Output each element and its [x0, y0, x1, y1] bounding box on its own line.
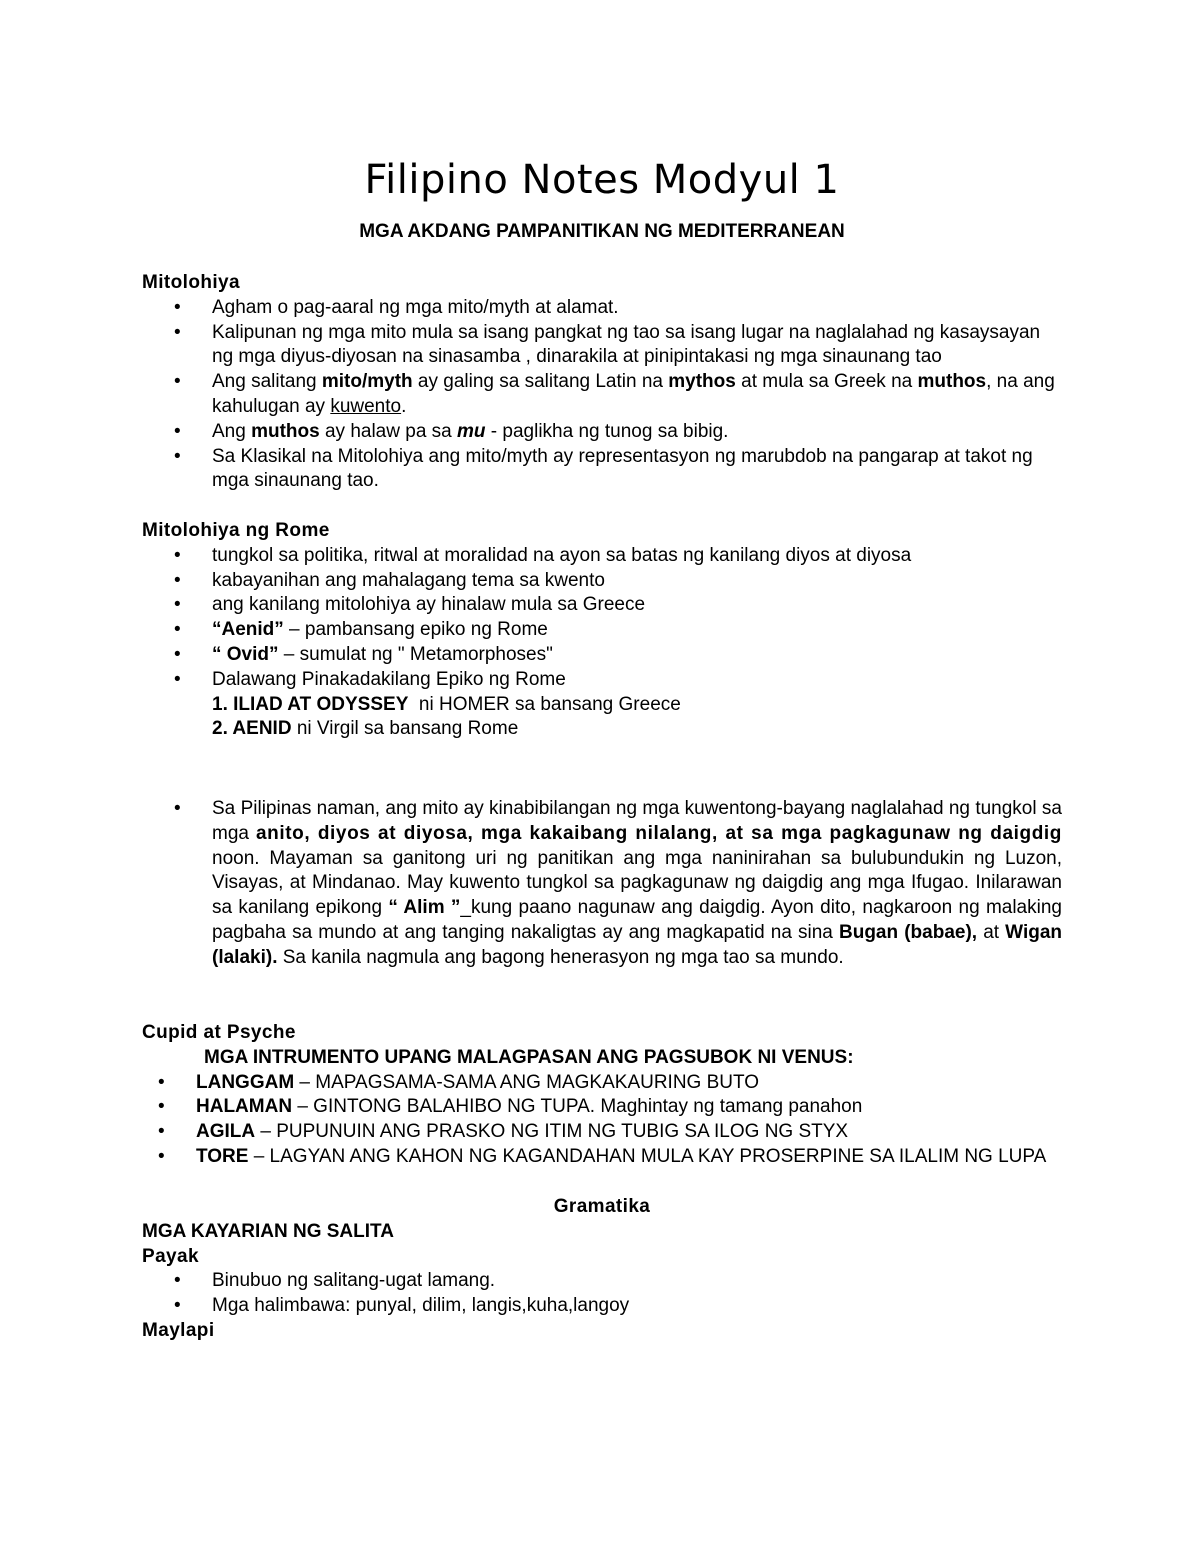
cupid-subheading: MGA INTRUMENTO UPANG MALAGPASAN ANG PAGSUBOK NI VENUS: — [204, 1046, 854, 1068]
section-rome — [142, 519, 1062, 742]
heading-cupid: Cupid at Psyche — [142, 1022, 296, 1043]
bullet-icon: • — [174, 1270, 181, 1292]
bullet-icon: • — [158, 1096, 165, 1118]
bullet-icon: • — [174, 594, 181, 616]
list-item: • HALAMAN – GINTONG BALAHIBO NG TUPA. Maghintay ng tamang panahon — [142, 1095, 1062, 1120]
list-item: • Agham o pag-aaral ng mga mito/myth at alamat. — [142, 296, 1062, 321]
epic-item-2: 2. AENID ni Virgil sa bansang Rome — [212, 718, 519, 740]
list-item: • TORE – LAGYAN ANG KAHON NG KAGANDAHAN MULA KAY PROSERPINE SA ILALIM NG LUPA — [142, 1145, 1062, 1170]
heading-rome: Mitolohiya ng Rome — [142, 520, 330, 541]
list-item: • “ Ovid” – sumulat ng " Metamorphoses" — [142, 643, 1062, 668]
payak-list — [142, 1269, 1062, 1319]
bullet-icon: • — [158, 1071, 165, 1093]
heading-mitolohiya: Mitolohiya — [142, 272, 240, 293]
bullet-icon: • — [174, 445, 181, 467]
bullet-icon: • — [174, 371, 181, 393]
list-item: • Kalipunan ng mga mito mula sa isang pangkat ng tao sa isang lugar na naglalahad ng kasaysayan ng mga diyus-diyosan na sinasamba , dinarakila at pinipintakasi ng mga sinaunang tao — [174, 321, 1041, 368]
rome-list — [142, 544, 1062, 693]
list-item: • ang kanilang mitolohiya ay hinalaw mula sa Greece — [142, 593, 1062, 618]
document-subtitle: MGA AKDANG PAMPANITIKAN NG MEDITERRANEAN — [359, 221, 845, 242]
bullet-icon: • — [174, 1295, 181, 1317]
heading-kayarian: MGA KAYARIAN NG SALITA — [142, 1220, 394, 1242]
heading-maylapi: Maylapi — [142, 1319, 215, 1341]
list-item: • AGILA – PUPUNUIN ANG PRASKO NG ITIM NG TUBIG SA ILOG NG STYX — [142, 1120, 1062, 1145]
list-item: • Dalawang Pinakadakilang Epiko ng Rome — [142, 668, 1062, 693]
list-item: • Ang muthos ay halaw pa sa mu - paglikha ng tunog sa bibig. — [142, 420, 1062, 445]
bullet-icon: • — [174, 668, 181, 690]
pilipinas-list — [142, 797, 1062, 971]
mitolohiya-list — [142, 296, 1062, 494]
list-item: • Ang salitang mito/myth ay galing sa salitang Latin na mythos at mula sa Greek na muthos, na ang kahulugan ay kuwento. — [174, 371, 1055, 417]
heading-payak: Payak — [142, 1245, 199, 1267]
bullet-icon: • — [174, 619, 181, 641]
bullet-icon: • — [174, 321, 181, 343]
list-item: • Mga halimbawa: punyal, dilim, langis,kuha,langoy — [142, 1294, 1062, 1319]
section-cupid — [142, 1021, 1062, 1170]
list-item: • Binubuo ng salitang-ugat lamang. — [142, 1269, 1062, 1294]
list-item: • kabayanihan ang mahalagang tema sa kwento — [142, 569, 1062, 594]
bullet-icon: • — [174, 569, 181, 591]
document-title: Filipino Notes Modyul 1 — [364, 157, 840, 203]
list-item: • LANGGAM – MAPAGSAMA-SAMA ANG MAGKAKAURING BUTO — [142, 1071, 1062, 1096]
list-item: • Sa Pilipinas naman, ang mito ay kinabibilangan ng mga kuwentong-bayang naglalahad ng tungkol sa mga anito, diyos at diyosa, mga kakaibang nilalang, at sa mga pagkagunaw ng daigdig noon. Mayaman sa ganitong uri ng panitikan ang mga naninirahan sa bulubundukin ng Luzon, Visayas, at Mindanao. May kuwento tungkol sa pagkagunaw ng daigdig ang mga Ifugao. Inilarawan sa kanilang epikong “ Alim ”_kung paano nagunaw ang daigdig. Ayon dito, nagkaroon ng malaking pagbaha sa mundo at ang tanging nakaligtas ay ang magkapatid na sina Bugan (babae), at Wigan (lalaki). Sa kanila nagmula ang bagong henerasyon ng mga tao sa mundo. — [174, 798, 1062, 968]
list-item: • “Aenid” – pambansang epiko ng Rome — [142, 618, 1062, 643]
epic-item-1: 1. ILIAD AT ODYSSEY ni HOMER sa bansang Greece — [212, 693, 681, 715]
bullet-icon: • — [158, 1145, 165, 1167]
bullet-icon: • — [174, 643, 181, 665]
list-item: • Sa Klasikal na Mitolohiya ang mito/myth ay representasyon ng marubdob na pangarap at takot ng mga sinaunang tao. — [174, 445, 1033, 492]
bullet-icon: • — [158, 1121, 165, 1143]
section-mitolohiya — [142, 271, 1062, 494]
bullet-icon: • — [174, 798, 181, 819]
bullet-icon: • — [174, 420, 181, 442]
cupid-list — [142, 1071, 1062, 1170]
list-item: • tungkol sa politika, ritwal at moralidad na ayon sa batas ng kanilang diyos at diyosa — [142, 544, 1062, 569]
section-pilipinas — [142, 797, 1062, 971]
bullet-icon: • — [174, 296, 181, 318]
bullet-icon: • — [174, 544, 181, 566]
heading-gramatika: Gramatika — [553, 1196, 651, 1217]
section-gramatika — [142, 1195, 1062, 1344]
